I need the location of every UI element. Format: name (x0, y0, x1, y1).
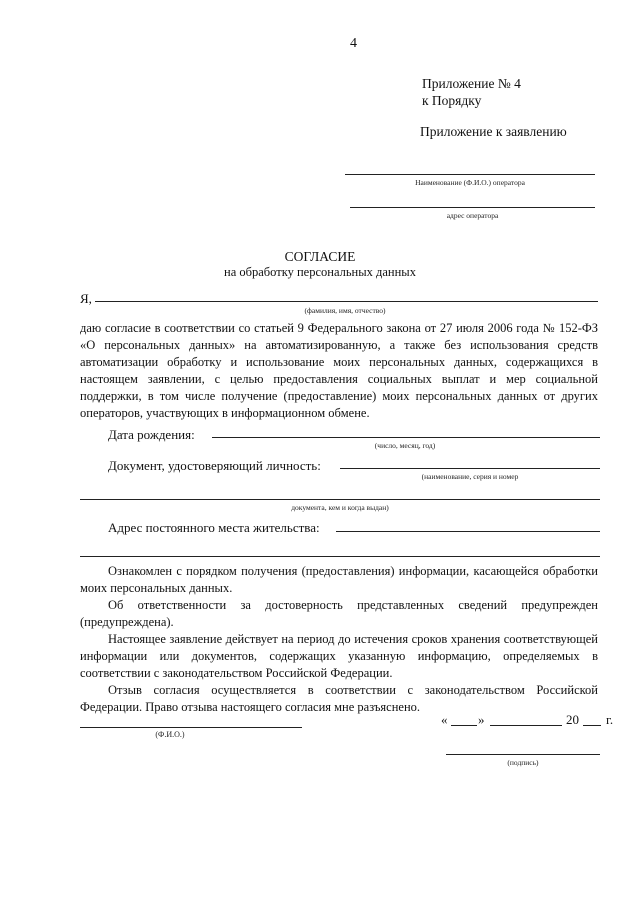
date-close-quote: » (478, 712, 485, 727)
date-year-suffix: г. (606, 712, 614, 727)
date-day-line (451, 725, 477, 726)
signatory-fio-line (80, 727, 302, 728)
revocation-paragraph: Отзыв согласия осуществляется в соответствии с законодательством Российской Федерации. Право отзыва настоящего согласия мне разъяснено. (80, 683, 598, 714)
residence-address-label: Адрес постоянного места жительства: (108, 520, 320, 535)
identity-document-label: Документ, удостоверяющий личность: (108, 458, 321, 473)
consent-text: даю согласие в соответствии со статьей 9 Федерального закона от 27 июля 2006 года № 152-ФЗ «О персональных данных» на автоматизированную, а также без использования средств автоматизации обработку и использование моих персональных данных, содержащихся в настоящем заявлении, с целью предоставления социальных выплат и мер социальной поддержки, в том числе получение (предоставление) моих персональных данных от других операторов, участвующих в информационном обмене. (80, 321, 598, 420)
operator-address-line (350, 207, 595, 208)
validity-paragraph: Настоящее заявление действует на период до истечения сроков хранения соответствующей информации или документов, содержащих указанную информацию, определяемых в соответствии с законодательством Российской Федерации. (80, 632, 598, 680)
residence-address-line-2 (80, 556, 600, 557)
operator-name-line (345, 174, 595, 175)
identity-document-line-2 (80, 499, 600, 500)
declarant-fio-line (95, 301, 598, 302)
appendix-label: Приложение № 4 (422, 76, 521, 91)
identity-document-line (340, 468, 600, 469)
birth-date-caption: (число, месяц, год) (374, 441, 436, 450)
identity-document-caption-2: документа, кем и когда выдан) (291, 503, 389, 512)
declarant-prefix: Я, (80, 291, 92, 306)
signature-caption: (подпись) (507, 758, 539, 767)
acquaintance-paragraph: Ознакомлен с порядком получения (предоставления) информации, касающейся обработки моих персональных данных. (80, 564, 598, 595)
signature-line (446, 754, 600, 755)
date-month-line (490, 725, 562, 726)
page-number: 4 (350, 36, 357, 51)
birth-date-line (212, 437, 600, 438)
signatory-fio-caption: (Ф.И.О.) (155, 730, 185, 739)
date-year-prefix: 20 (566, 712, 579, 727)
responsibility-paragraph: Об ответственности за достоверность представленных сведений предупрежден (предупреждена). (80, 598, 598, 629)
declarant-fio-caption: (фамилия, имя, отчество) (304, 306, 386, 315)
identity-document-caption: (наименование, серия и номер (421, 472, 519, 481)
application-appendix-label: Приложение к заявлению (420, 124, 567, 139)
date-open-quote: « (441, 712, 448, 727)
document-subtitle: на обработку персональных данных (224, 265, 416, 279)
order-label: к Порядку (422, 93, 482, 108)
operator-address-caption: адрес оператора (446, 211, 499, 220)
birth-date-label: Дата рождения: (108, 427, 195, 442)
date-year-line (583, 725, 601, 726)
document-title: СОГЛАСИЕ (284, 249, 356, 264)
residence-address-line (336, 531, 600, 532)
operator-name-caption: Наименование (Ф.И.О.) оператора (415, 178, 525, 187)
